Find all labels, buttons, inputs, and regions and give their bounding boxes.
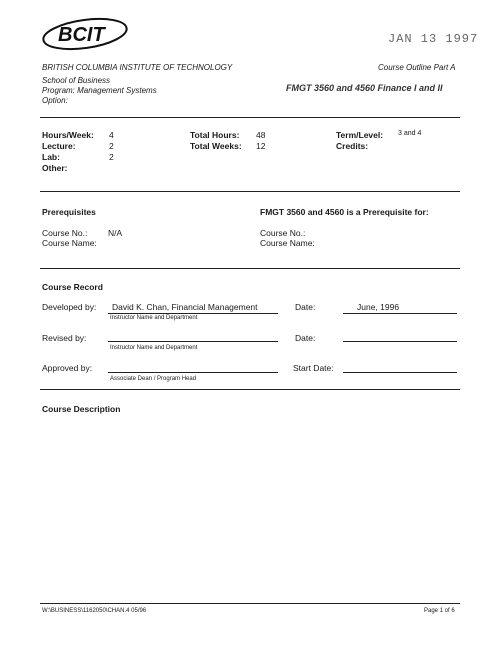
course-name-label: Course Name:	[42, 238, 97, 248]
total-weeks-value: 12	[256, 141, 266, 151]
revised-caption: Instructor Name and Department	[110, 345, 198, 351]
other-label: Other:	[42, 163, 68, 173]
course-no-label: Course No.:	[42, 228, 88, 238]
date-line	[343, 313, 457, 314]
revised-line	[108, 341, 278, 342]
lecture-value: 2	[109, 141, 114, 151]
revised-label: Revised by:	[42, 333, 87, 343]
developed-line	[108, 313, 278, 314]
option-label: Option:	[42, 96, 68, 105]
credits-label: Credits:	[336, 141, 369, 151]
start-date-label: Start Date:	[293, 363, 334, 373]
date-label: Date:	[295, 302, 316, 312]
for-course-name-label: Course Name:	[260, 238, 315, 248]
developed-caption: Instructor Name and Department	[110, 315, 198, 321]
revised-date-line	[343, 341, 457, 342]
lecture-label: Lecture:	[42, 141, 76, 151]
divider	[40, 268, 460, 269]
lab-value: 2	[109, 152, 114, 162]
header-left	[42, 63, 232, 106]
developed-label: Developed by:	[42, 302, 97, 312]
total-hours-label: Total Hours:	[190, 130, 240, 140]
divider	[40, 117, 460, 118]
prereq-for-heading: FMGT 3560 and 4560 is a Prerequisite for:	[260, 207, 429, 217]
school-name: School of Business	[42, 76, 111, 85]
description-heading: Course Description	[42, 404, 121, 414]
total-weeks-label: Total Weeks:	[190, 141, 242, 151]
for-course-no-label: Course No.:	[260, 228, 306, 238]
institute-name: BRITISH COLUMBIA INSTITUTE OF TECHNOLOGY	[42, 63, 233, 72]
hours-week-value: 4	[109, 130, 114, 140]
svg-text:BCIT: BCIT	[58, 24, 105, 46]
developed-value: David K. Chan, Financial Management	[112, 302, 258, 312]
approved-line	[108, 372, 278, 373]
outline-label: Course Outline Part A	[378, 63, 456, 72]
program-name: Program: Management Systems	[42, 86, 157, 95]
received-stamp: JAN 13 1997	[388, 32, 479, 46]
term-label: Term/Level:	[336, 130, 384, 140]
start-date-line	[343, 372, 457, 373]
prereq-heading: Prerequisites	[42, 207, 96, 217]
approved-label: Approved by:	[42, 363, 93, 373]
course-title: FMGT 3560 and 4560 Finance I and II	[286, 83, 443, 93]
lab-label: Lab:	[42, 152, 60, 162]
footer-page: Page 1 of 6	[424, 608, 455, 614]
divider	[40, 389, 460, 390]
approved-caption: Associate Dean / Program Head	[110, 376, 197, 382]
course-no-value: N/A	[108, 228, 123, 238]
footer-path: W:\BUSINESS\1162050\CHAN.4 05/96	[42, 608, 147, 614]
term-value: 3 and 4	[398, 130, 422, 137]
footer-divider	[40, 603, 460, 604]
divider	[40, 191, 460, 192]
record-heading: Course Record	[42, 282, 103, 292]
bcit-logo	[40, 14, 130, 60]
revised-date-label: Date:	[295, 333, 316, 343]
hours-week-label: Hours/Week:	[42, 130, 94, 140]
total-hours-value: 48	[256, 130, 266, 140]
date-value: June, 1996	[357, 302, 400, 312]
